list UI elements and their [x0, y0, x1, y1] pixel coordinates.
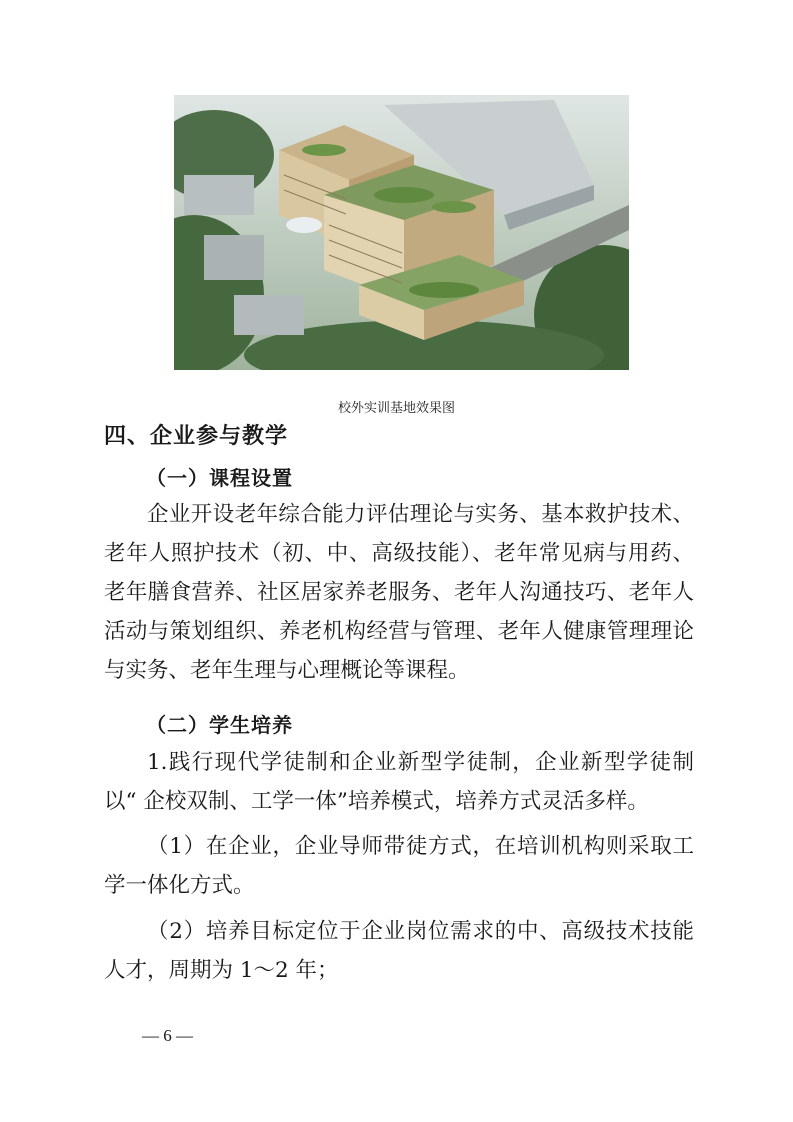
figure-caption: 校外实训基地效果图	[337, 401, 455, 416]
page-number: — 6 —	[142, 1026, 193, 1045]
training-paragraph-1: 1.践行现代学徒制和企业新型学徒制，企业新型学徒制以“ 企校双制、工学一体”培养模式，培养方式灵活多样。	[104, 750, 694, 814]
campus-rendering-image	[174, 95, 629, 370]
training-paragraph-3: （2）培养目标定位于企业岗位需求的中、高级技术技能人才，周期为 1～2 年；	[104, 919, 694, 983]
building-illustration	[174, 95, 629, 370]
course-paragraph: 企业开设老年综合能力评估理论与实务、基本救护技术、老年人照护技术（初、中、高级技能）、老年常见病与用药、老年膳食营养、社区居家养老服务、老年人沟通技巧、老年人活动与策划组织、养老机构经营与管理、老年人健康管理理论与实务、老年生理与心理概论等课程。	[104, 502, 694, 683]
training-paragraph-2: （1）在企业，企业导师带徒方式，在培训机构则采取工学一体化方式。	[104, 834, 694, 898]
section-heading: 四、企业参与教学	[104, 424, 289, 449]
course-heading: （一）课程设置	[146, 466, 293, 490]
training-heading: （二）学生培养	[146, 713, 293, 737]
